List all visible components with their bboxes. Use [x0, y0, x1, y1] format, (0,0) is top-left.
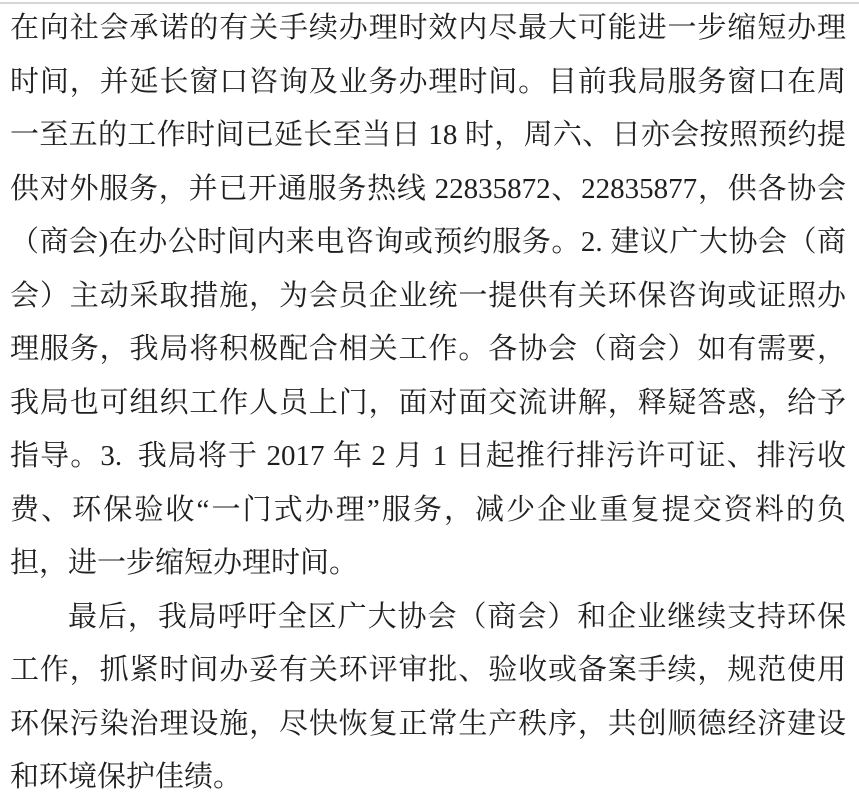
text-line: 和环境保护佳绩。 [10, 761, 243, 793]
text-line: 我局也可组织工作人员上门，面对面交流讲解，释疑答惑，给予 [10, 386, 846, 419]
text-line: 会）主动采取措施，为会员企业统一提供有关环保咨询或证照办 [10, 279, 846, 312]
document-body [10, 2, 846, 805]
text-line: 环保污染治理设施，尽快恢复正常生产秩序，共创顺德经济建设 [10, 707, 846, 740]
text-line-paragraph-start: 最后，我局呼吁全区广大协会（商会）和企业继续支持环保 [68, 600, 846, 633]
text-line: 担，进一步缩短办理时间。 [10, 547, 359, 579]
text-line: 费、环保验收“一门式办理”服务，减少企业重复提交资料的负 [10, 493, 846, 526]
text-line: 在向社会承诺的有关手续办理时效内尽最大可能进一步缩短办理 [10, 12, 846, 44]
text-line: 工作，抓紧时间办妥有关环评审批、验收或备案手续，规范使用 [10, 654, 846, 686]
text-line: 指导。3. 我局将于 2017 年 2 月 1 日起推行排污许可证、排污收 [10, 440, 846, 472]
text-line: （商会)在办公时间内来电咨询或预约服务。2. 建议广大协会（商 [10, 226, 846, 258]
text-line: 供对外服务，并已开通服务热线 22835872、22835877，供各协会 [10, 172, 846, 205]
text-line: 一至五的工作时间已延长至当日 18 时，周六、日亦会按照预约提 [10, 119, 846, 151]
text-line: 理服务，我局将积极配合相关工作。各协会（商会）如有需要， [10, 333, 846, 365]
text-line: 时间，并延长窗口咨询及业务办理时间。目前我局服务窗口在周 [10, 65, 846, 98]
